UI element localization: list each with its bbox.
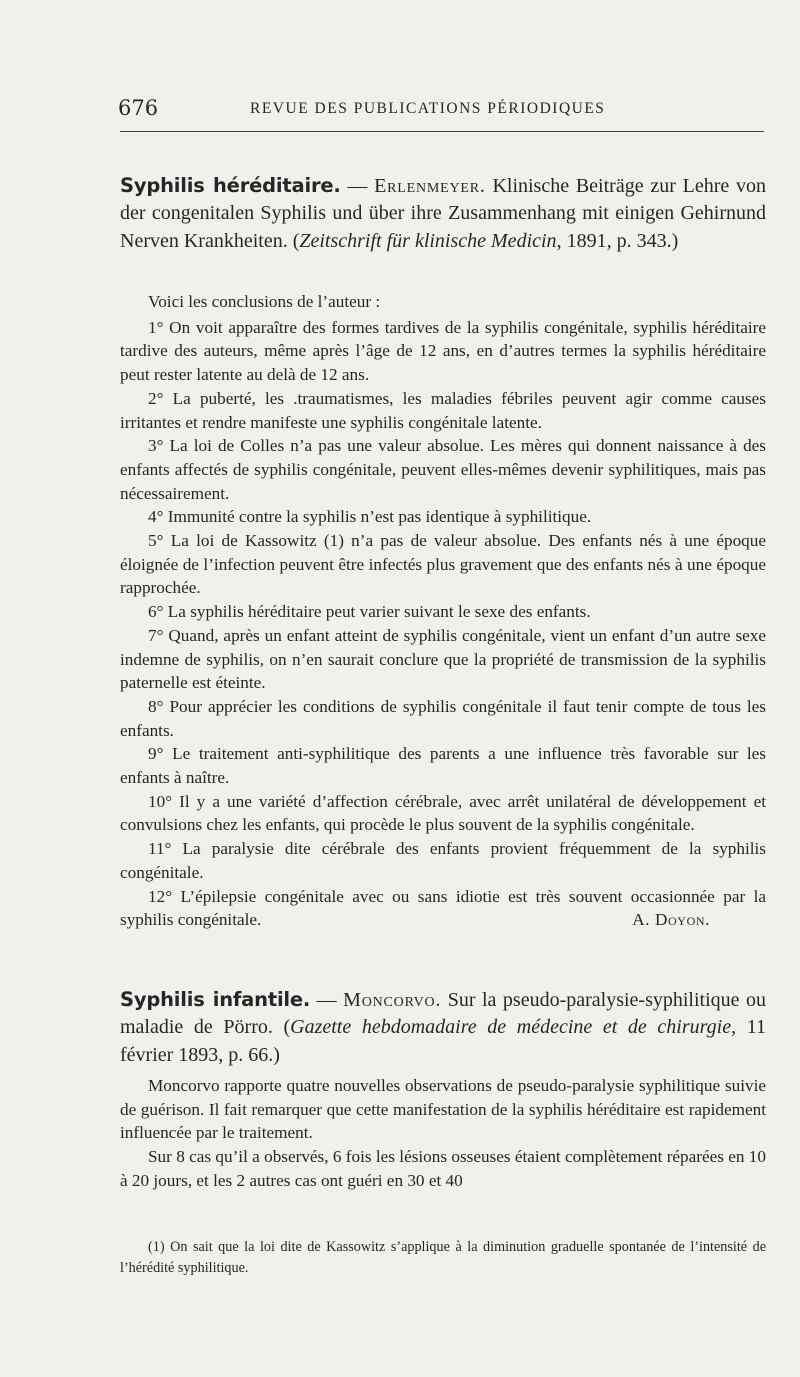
conclusion-item: 9° Le traitement anti-syphilitique des parents a une influence très favorable sur les enfants à naître. — [120, 744, 766, 788]
page-number: 676 — [118, 96, 159, 120]
footnote-text: (1) On sait que la loi dite de Kassowitz s’applique à la diminution graduelle spontanée de l’intensité de l’hérédité syphilitique. — [120, 1239, 766, 1276]
article2-citation: , 11 février 1893, p. 66.) — [120, 1016, 766, 1066]
article1-heading: Syphilis héréditaire. — [120, 174, 341, 197]
article2-title-text: Sur la pseudo-paralysie-syphilitique ou maladie de Pörro. ( — [120, 989, 767, 1039]
article2-body — [120, 1074, 766, 1193]
article1-dash: — — [340, 175, 375, 197]
conclusion-item: 1° On voit apparaître des formes tardives de la syphilis congénitale, syphilis héréditaire tardive des auteurs, même après l’âge de 12 ans, en d’autres termes la syphilis héréditaire peut rester latente au delà de 12 ans. — [120, 317, 766, 385]
article1-title-paragraph — [120, 172, 766, 255]
article1-journal: Zeitschrift für klinische Medicin — [299, 229, 557, 252]
article2-paragraph: Sur 8 cas qu’il a observés, 6 fois les lésions osseuses étaient complètement réparées en 10 à 20 jours, et les 2 autres cas ont guéri en 30 et 40 — [120, 1147, 766, 1190]
page-header — [118, 96, 766, 122]
article1-heading-block — [120, 172, 766, 255]
article2-title-paragraph — [120, 986, 766, 1069]
conclusion-item: 4° Immunité contre la syphilis n’est pas identique à syphilitique. — [148, 507, 592, 527]
conclusion-item: 7° Quand, après un enfant atteint de syphilis congénitale, vient un enfant d’un autre sexe indemne de syphilis, on n’en saurait conclure que la propriété de transmission de la syphilis paternelle est éteinte. — [120, 625, 766, 693]
conclusion-item: 5° La loi de Kassowitz (1) n’a pas de valeur absolue. Des enfants nés à une époque éloignée de l’infection peuvent être infectés plus gravement que des enfants nés à une époque rapprochée. — [120, 531, 766, 598]
article2-paragraph: Moncorvo rapporte quatre nouvelles observations de pseudo-paralysie syphilitique suivie de guérison. Il fait remarquer que cette manifestation de la syphilis héréditaire est rapidement influencée par le traitement. — [120, 1076, 766, 1143]
article1-citation: , 1891, p. 343.) — [556, 229, 679, 252]
conclusion-item: 11° La paralysie dite cérébrale des enfants provient fréquemment de la syphilis congénitale. — [120, 839, 766, 882]
article1-title-text: Klinische Beiträge zur Lehre von der congenitalen Syphilis und über ihre Zusammenhang mit einigen Gehirnund Nerven Krankheiten. ( — [120, 175, 766, 252]
article1-body — [120, 290, 766, 932]
article1-signature: A. Doyon. — [632, 910, 710, 930]
article2-author: Moncorvo. — [343, 989, 442, 1011]
footnote — [120, 1237, 766, 1279]
conclusion-item-last — [120, 885, 766, 932]
article2-heading-block — [120, 986, 766, 1069]
article1-author: Erlenmeyer. — [374, 175, 486, 197]
article2-dash: — — [310, 989, 344, 1011]
conclusion-item: 8° Pour apprécier les conditions de syphilis congénitale il faut tenir compte de tous les enfants. — [120, 696, 766, 740]
article1-intro: Voici les conclusions de l’auteur : — [148, 292, 381, 311]
conclusion-item: 3° La loi de Colles n’a pas une valeur absolue. Les mères qui donnent naissance à des enfants affectés de syphilis congénitale, peuvent elles-mêmes devenir syphilitiques, mais pas nécessairement. — [120, 436, 766, 503]
header-rule — [120, 131, 764, 132]
article2-heading: Syphilis infantile. — [120, 988, 311, 1011]
article2-journal: Gazette hebdomadaire de médecine et de chirurgie — [290, 1016, 732, 1039]
conclusion-item: 10° Il y a une variété d’affection cérébrale, avec arrêt unilatéral de développement et convulsions chez les enfants, qui procède le plus souvent de la syphilis congénitale. — [120, 791, 766, 835]
running-title: REVUE DES PUBLICATIONS PÉRIODIQUES — [250, 100, 606, 117]
conclusion-item: 6° La syphilis héréditaire peut varier suivant le sexe des enfants. — [148, 602, 591, 622]
conclusion-item: 12° L’épilepsie congénitale avec ou sans idiotie est très souvent occasionnée par la syphilis congénitale. — [120, 886, 766, 930]
conclusion-item: 2° La puberté, les .traumatismes, les maladies fébriles peuvent agir comme causes irritantes et rendre manifeste une syphilis congénitale latente. — [120, 388, 766, 432]
